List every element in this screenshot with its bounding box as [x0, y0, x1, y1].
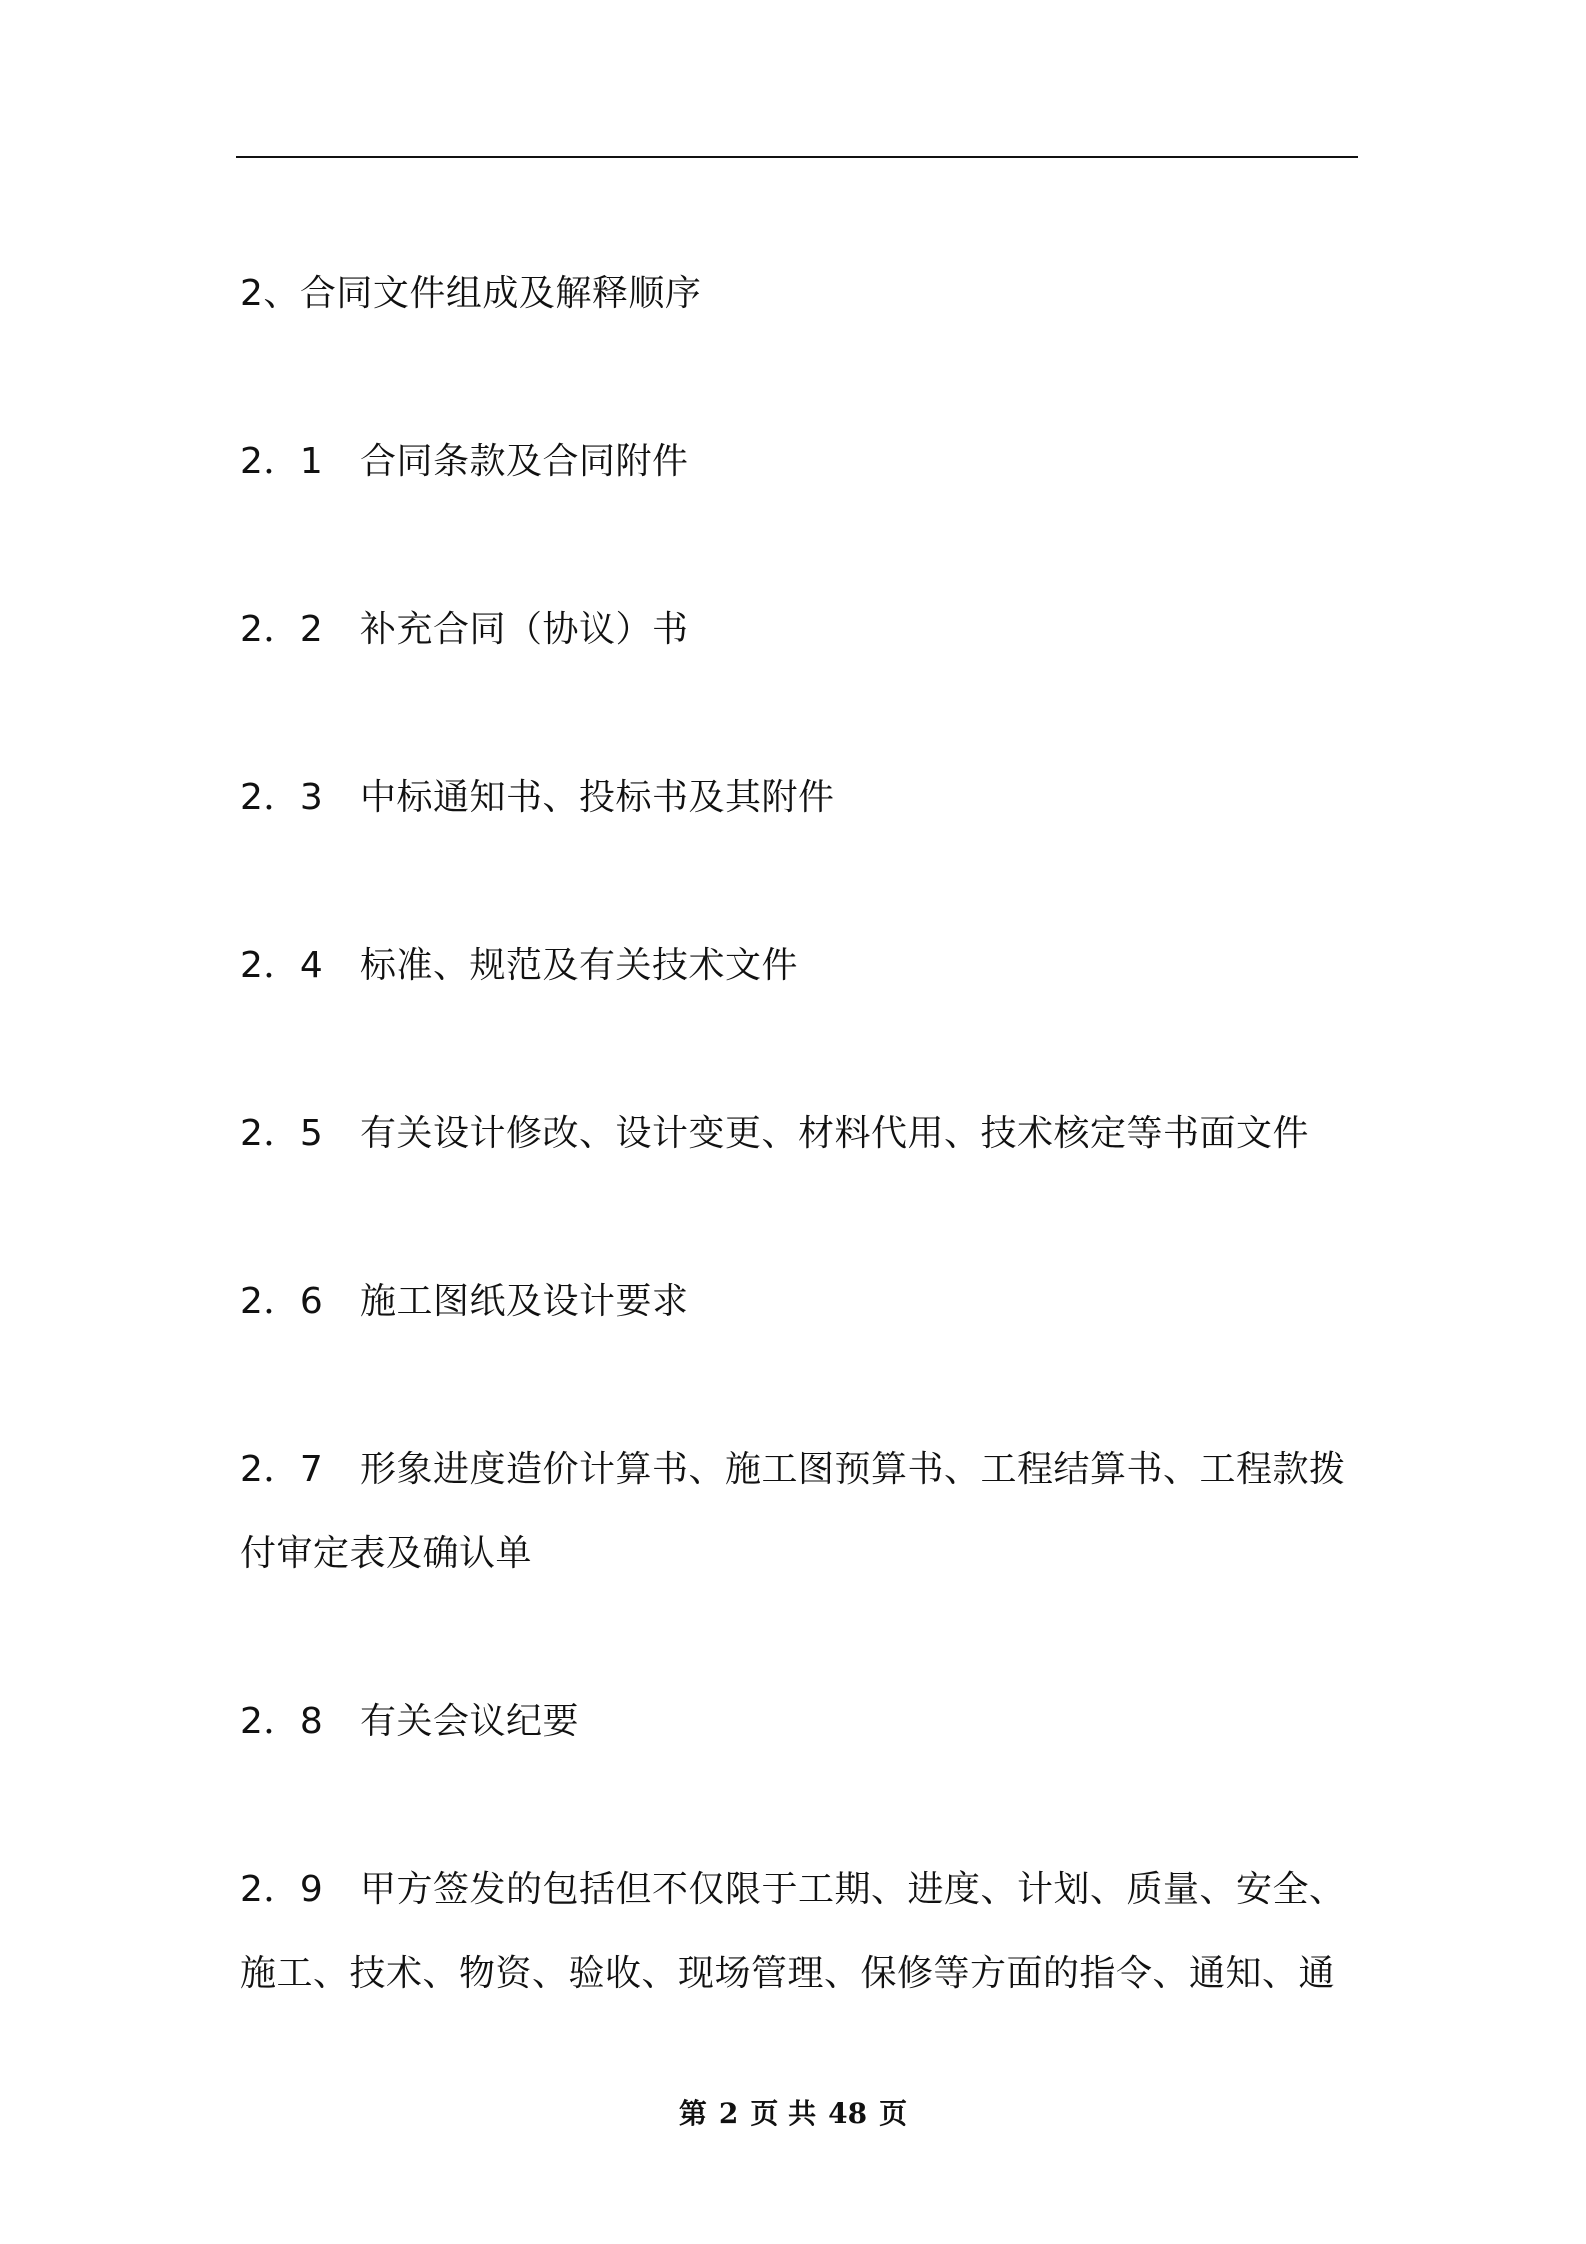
clause-2-7-continued: 付审定表及确认单	[240, 1533, 533, 1574]
clause-number: 2．4	[240, 945, 324, 986]
page-footer	[0, 2096, 1586, 2132]
clause-text: 施工图纸及设计要求	[360, 1281, 689, 1322]
clause-number: 2．5	[240, 1113, 324, 1154]
clause-2-9	[240, 1866, 1346, 1914]
footer-suffix: 页	[879, 2097, 908, 2130]
clause-2-1	[240, 438, 689, 486]
clause-text: 标准、规范及有关技术文件	[360, 945, 799, 986]
clause-number: 2．8	[240, 1701, 324, 1742]
clause-text: 合同条款及合同附件	[360, 441, 689, 482]
header-rule	[236, 156, 1358, 158]
clause-text: 形象进度造价计算书、施工图预算书、工程结算书、工程款拨	[360, 1449, 1346, 1490]
clause-text: 甲方签发的包括但不仅限于工期、进度、计划、质量、安全、	[360, 1869, 1346, 1910]
clause-2-4	[240, 942, 798, 990]
footer-prefix: 第	[678, 2097, 707, 2130]
clause-number: 2．7	[240, 1449, 324, 1490]
footer-page-number: 2	[718, 2097, 739, 2130]
clause-2-3	[240, 774, 835, 822]
clause-text: 中标通知书、投标书及其附件	[360, 777, 835, 818]
clause-text: 有关设计修改、设计变更、材料代用、技术核定等书面文件	[360, 1113, 1310, 1154]
clause-2-9-continued: 施工、技术、物资、验收、现场管理、保修等方面的指令、通知、通	[240, 1953, 1336, 1994]
clause-2-6	[240, 1278, 689, 1326]
clause-number: 2．9	[240, 1869, 324, 1910]
clause-2-7	[240, 1446, 1346, 1494]
clause-number: 2．3	[240, 777, 324, 818]
clause-text: 有关会议纪要	[360, 1701, 580, 1742]
clause-2-2	[240, 606, 689, 654]
footer-middle: 页 共	[750, 2097, 817, 2130]
section-heading: 2、合同文件组成及解释顺序	[240, 273, 702, 314]
clause-number: 2．6	[240, 1281, 324, 1322]
clause-number: 2．1	[240, 441, 324, 482]
clause-2-8	[240, 1698, 579, 1746]
clause-number: 2．2	[240, 609, 324, 650]
clause-2-5	[240, 1110, 1309, 1158]
footer-total-pages: 48	[828, 2097, 868, 2130]
clause-text: 补充合同（协议）书	[360, 609, 689, 650]
